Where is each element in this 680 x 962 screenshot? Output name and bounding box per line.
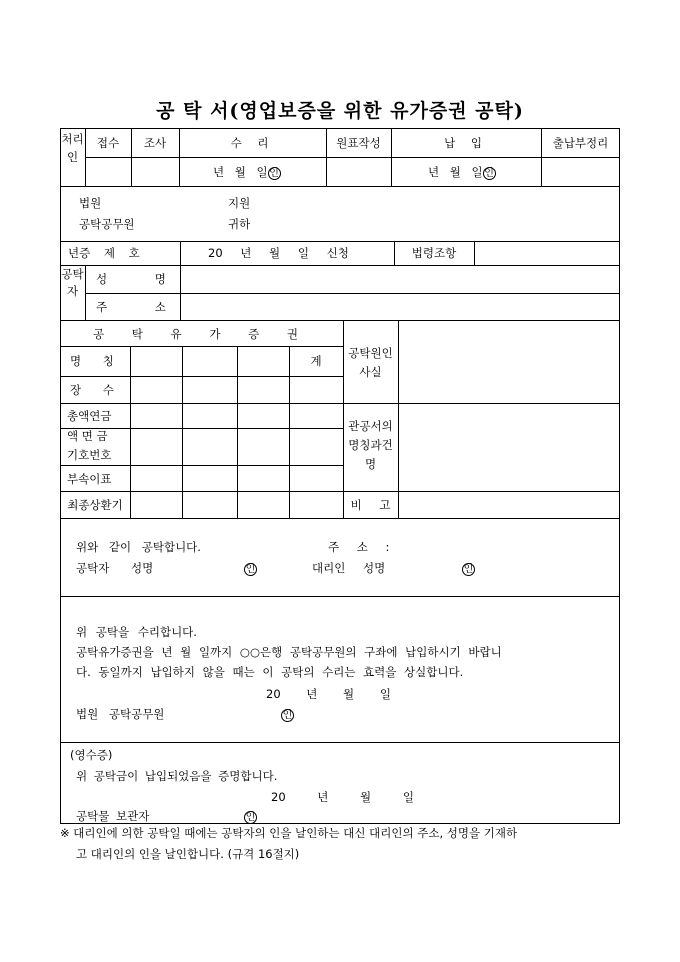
row-face-value: 액 면 금	[67, 429, 108, 443]
note-label: 비 고	[350, 498, 391, 512]
header-review: 조사	[143, 136, 167, 150]
payment-date: 년 월 일 인	[428, 165, 494, 179]
form-title: 공 탁 서(영업보증을 위한 유가증권 공탁)	[156, 100, 524, 122]
seal-mark: 인	[269, 168, 279, 179]
row-final-redemption: 최종상환기	[67, 498, 123, 512]
law-label: 법령조항	[411, 246, 457, 260]
header-receipt: 접수	[96, 136, 120, 150]
acceptance-date: 20 년 월 일	[266, 687, 391, 701]
seal-mark: 인	[282, 710, 293, 721]
seal-mark: 인	[484, 168, 494, 179]
acceptance-officer: 법원 공탁공무원	[76, 707, 165, 721]
accept-date: 년 월 일 인	[213, 165, 279, 179]
declaration-agent: 대리인 성명	[312, 561, 386, 575]
total-label: 계	[310, 354, 322, 368]
header-accept: 수 리	[230, 136, 275, 150]
receipt-keeper: 공탁물 보관자	[76, 809, 150, 823]
cert-label: 년증 제 호	[68, 246, 140, 260]
row-name: 명 칭	[70, 354, 114, 368]
acceptance-line1: 위 공탁을 수리합니다.	[76, 625, 197, 639]
officer-label: 공탁공무원	[79, 217, 135, 231]
row-coupon: 부속이표	[67, 472, 112, 486]
declaration-address: 주 소 :	[328, 540, 390, 554]
acceptance-line3: 다. 동일까지 납입하지 않을 때는 이 공탁의 수리는 효력을 상실합니다.	[76, 665, 464, 679]
court-label: 법원	[79, 196, 102, 210]
seal-mark: 인	[245, 564, 256, 575]
seal-mark: 인	[463, 564, 474, 575]
cert-date: 20 년 월 일 신청	[208, 246, 349, 260]
seal-mark: 인	[245, 812, 256, 823]
row-code-number: 기호번호	[67, 448, 112, 462]
depositor-name-label: 성 명	[96, 272, 166, 286]
row-total-amount: 총액연금	[67, 409, 112, 423]
header-ledger: 원표작성	[336, 136, 381, 150]
row-count: 장 수	[70, 383, 114, 397]
header-cashbook: 출납부정리	[552, 136, 609, 150]
securities-header: 공 탁 유 가 증 권	[93, 327, 310, 341]
receipt-date: 20 년 월 일	[271, 790, 414, 804]
office-label: 관공서의명칭과건명	[348, 419, 393, 471]
declaration-depositor: 공탁자 성명	[76, 561, 154, 575]
cause-label: 공탁원인사실	[348, 346, 393, 379]
receipt-heading: (영수증)	[70, 748, 113, 762]
acceptance-line2: 공탁유가증권을 년 월 일까지 ○○은행 공탁공무원의 구좌에 납입하시기 바랍니	[76, 645, 502, 659]
depositor-address-label: 주 소	[96, 300, 166, 314]
declaration-text: 위와 같이 공탁합니다.	[76, 540, 201, 554]
addressee-label: 귀하	[228, 217, 251, 231]
footnote-line1: ※ 대리인에 의한 공탁일 때에는 공탁자의 인을 날인하는 대신 대리인의 주소, 성명을 기재하	[60, 826, 518, 840]
processing-label: 처리인	[61, 132, 84, 164]
receipt-line1: 위 공탁금이 납입되었음을 증명합니다.	[76, 769, 278, 783]
footnote-line2: 고 대리인의 인을 날인합니다. (규격 16절지)	[76, 847, 300, 861]
branch-label: 지원	[228, 196, 251, 210]
depositor-label: 공탁자	[61, 267, 84, 298]
header-payment: 납 입	[444, 136, 488, 150]
